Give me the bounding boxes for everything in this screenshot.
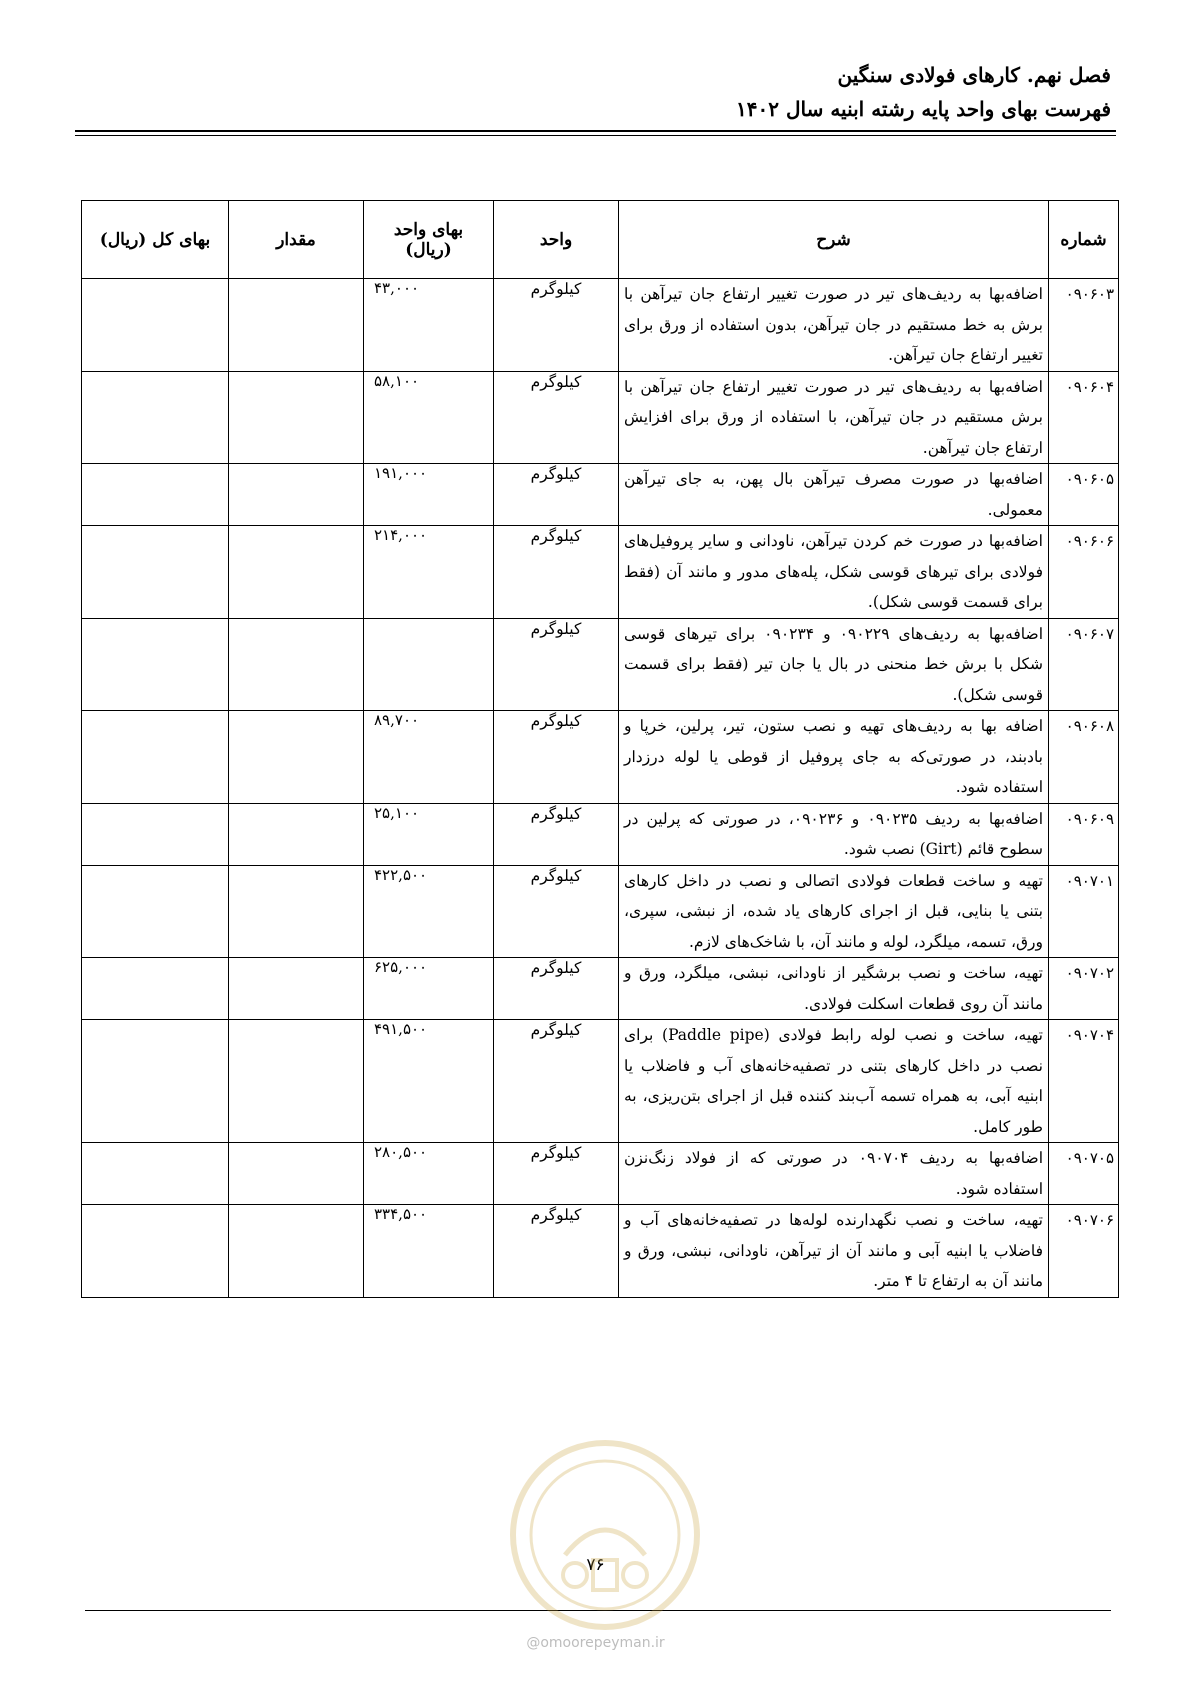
- row-total-price: [82, 865, 229, 958]
- row-total-price: [82, 1205, 229, 1298]
- table-row: [82, 711, 1119, 804]
- price-list-table: [81, 200, 1119, 1298]
- row-description: اضافه‌بها به ردیف‌های تیر در صورت تغییر ارتفاع جان تیرآهن با برش به خط مستقیم در جان تیرآهن، بدون استفاده از ورق برای تغییر ارتفاع جان تیرآهن.: [619, 279, 1049, 372]
- row-quantity: [229, 1143, 364, 1205]
- row-quantity: [229, 371, 364, 464]
- page-number: ۷۶: [586, 1555, 605, 1575]
- row-description: اضافه‌بها به ردیف‌های تیر در صورت تغییر ارتفاع جان تیرآهن با برش مستقیم در جان تیرآهن، با استفاده از ورق برای افزایش ارتفاع جان تیرآهن.: [619, 371, 1049, 464]
- col-header-unit: واحد: [494, 201, 619, 279]
- row-code: ۰۹۰۷۰۴: [1049, 1020, 1119, 1143]
- row-unit-price: ۲۵,۱۰۰: [364, 803, 494, 865]
- row-quantity: [229, 1020, 364, 1143]
- row-total-price: [82, 958, 229, 1020]
- row-code: ۰۹۰۶۰۵: [1049, 464, 1119, 526]
- row-quantity: [229, 464, 364, 526]
- row-quantity: [229, 279, 364, 372]
- row-unit-price: ۴۹۱,۵۰۰: [364, 1020, 494, 1143]
- row-description: تهیه، ساخت و نصب برشگیر از ناودانی، نبشی، میلگرد، ورق و مانند آن روی قطعات اسکلت فولادی.: [619, 958, 1049, 1020]
- row-total-price: [82, 803, 229, 865]
- row-code: ۰۹۰۷۰۲: [1049, 958, 1119, 1020]
- table-row: [82, 1020, 1119, 1143]
- row-description: اضافه‌بها در صورت مصرف تیرآهن بال پهن، به جای تیرآهن معمولی.: [619, 464, 1049, 526]
- table-row: [82, 1143, 1119, 1205]
- row-description: تهیه و ساخت قطعات فولادی اتصالی و نصب در داخل کارهای بتنی یا بنایی، قبل از اجرای کارهای یاد شده، از نبشی، سپری، ورق، تسمه، میلگرد، لوله و مانند آن، با شاخک‌های لازم.: [619, 865, 1049, 958]
- row-unit: کیلوگرم: [494, 371, 619, 464]
- row-unit: کیلوگرم: [494, 279, 619, 372]
- row-code: ۰۹۰۷۰۱: [1049, 865, 1119, 958]
- row-description: اضافه‌بها به ردیف‌های ۰۹۰۲۲۹ و ۰۹۰۲۳۴ برای تیرهای قوسی شکل با برش خط منحنی در بال یا جان تیر (فقط برای قسمت قوسی شکل).: [619, 618, 1049, 711]
- row-total-price: [82, 711, 229, 804]
- table-row: [82, 1205, 1119, 1298]
- row-quantity: [229, 803, 364, 865]
- row-code: ۰۹۰۶۰۹: [1049, 803, 1119, 865]
- row-code: ۰۹۰۶۰۴: [1049, 371, 1119, 464]
- row-unit-price: ۴۲۲,۵۰۰: [364, 865, 494, 958]
- row-unit-price: ۶۲۵,۰۰۰: [364, 958, 494, 1020]
- row-description: اضافه‌بها در صورت خم کردن تیرآهن، ناودانی و سایر پروفیل‌های فولادی برای تیرهای قوسی شکل، پله‌های مدور و مانند آن (فقط برای قسمت قوسی شکل).: [619, 526, 1049, 619]
- row-quantity: [229, 526, 364, 619]
- row-quantity: [229, 958, 364, 1020]
- row-unit-price: ۱۹۱,۰۰۰: [364, 464, 494, 526]
- row-total-price: [82, 279, 229, 372]
- table-header-row: [82, 201, 1119, 279]
- row-total-price: [82, 526, 229, 619]
- row-unit: کیلوگرم: [494, 865, 619, 958]
- table-row: [82, 371, 1119, 464]
- row-unit: کیلوگرم: [494, 618, 619, 711]
- row-code: ۰۹۰۶۰۳: [1049, 279, 1119, 372]
- table-row: [82, 803, 1119, 865]
- row-description: تهیه، ساخت و نصب لوله رابط فولادی (Paddle pipe) برای نصب در داخل کارهای بتنی در تصفیه‌خانه‌های آب و فاضلاب یا ابنیه آبی، به همراه تسمه آب‌بند کننده قبل از اجرای بتن‌ریزی، به طور کامل.: [619, 1020, 1049, 1143]
- col-header-price: [364, 201, 494, 279]
- row-unit-price: [364, 618, 494, 711]
- row-unit-price: ۵۸,۱۰۰: [364, 371, 494, 464]
- col-header-price-currency: (ریال): [405, 239, 452, 260]
- row-total-price: [82, 464, 229, 526]
- row-unit: کیلوگرم: [494, 1020, 619, 1143]
- row-code: ۰۹۰۶۰۷: [1049, 618, 1119, 711]
- row-unit-price: ۳۳۴,۵۰۰: [364, 1205, 494, 1298]
- table-row: [82, 618, 1119, 711]
- chapter-title: فصل نهم. کارهای فولادی سنگین: [837, 63, 1111, 87]
- row-unit: کیلوگرم: [494, 526, 619, 619]
- row-unit-price: ۲۱۴,۰۰۰: [364, 526, 494, 619]
- col-header-code: شماره: [1049, 201, 1119, 279]
- row-unit-price: ۴۳,۰۰۰: [364, 279, 494, 372]
- table-row: [82, 526, 1119, 619]
- header-rule-thin: [75, 135, 1116, 136]
- row-unit: کیلوگرم: [494, 711, 619, 804]
- page-header: [736, 58, 1111, 126]
- row-unit: کیلوگرم: [494, 958, 619, 1020]
- row-quantity: [229, 865, 364, 958]
- header-rule-thick: [75, 130, 1116, 132]
- row-code: ۰۹۰۶۰۸: [1049, 711, 1119, 804]
- row-code: ۰۹۰۷۰۵: [1049, 1143, 1119, 1205]
- col-header-price-label: بهای واحد: [393, 219, 464, 240]
- row-unit: کیلوگرم: [494, 464, 619, 526]
- table-row: [82, 464, 1119, 526]
- col-header-qty: مقدار: [229, 201, 364, 279]
- row-unit: کیلوگرم: [494, 803, 619, 865]
- row-total-price: [82, 1020, 229, 1143]
- row-total-price: [82, 1143, 229, 1205]
- table-row: [82, 279, 1119, 372]
- table-row: [82, 865, 1119, 958]
- row-unit: کیلوگرم: [494, 1205, 619, 1298]
- row-quantity: [229, 1205, 364, 1298]
- row-code: ۰۹۰۷۰۶: [1049, 1205, 1119, 1298]
- row-unit-price: ۲۸۰,۵۰۰: [364, 1143, 494, 1205]
- document-subtitle: فهرست بهای واحد پایه رشته ابنیه سال ۱۴۰۲: [736, 97, 1111, 121]
- row-description: اضافه بها به ردیف‌های تهیه و نصب ستون، تیر، پرلین، خرپا و بادبند، در صورتی‌که به جای پروفیل از قوطی یا لوله درزدار استفاده شود.: [619, 711, 1049, 804]
- col-header-desc: شرح: [619, 201, 1049, 279]
- row-total-price: [82, 618, 229, 711]
- row-code: ۰۹۰۶۰۶: [1049, 526, 1119, 619]
- row-unit-price: ۸۹,۷۰۰: [364, 711, 494, 804]
- row-quantity: [229, 618, 364, 711]
- row-description: تهیه، ساخت و نصب نگهدارنده لوله‌ها در تصفیه‌خانه‌های آب و فاضلاب یا ابنیه آبی و مانند آن از تیرآهن، ناودانی، نبشی، ورق و مانند آن به ارتفاع تا ۴ متر.: [619, 1205, 1049, 1298]
- row-description: اضافه‌بها به ردیف ۰۹۰۲۳۵ و ۰۹۰۲۳۶، در صورتی که پرلین در سطوح قائم (Girt) نصب شود.: [619, 803, 1049, 865]
- publisher-seal-watermark: [505, 1435, 705, 1635]
- table-row: [82, 958, 1119, 1020]
- row-description: اضافه‌بها به ردیف ۰۹۰۷۰۴ در صورتی که از فولاد زنگ‌نزن استفاده شود.: [619, 1143, 1049, 1205]
- row-total-price: [82, 371, 229, 464]
- col-header-total: بهای کل (ریال): [82, 201, 229, 279]
- row-quantity: [229, 711, 364, 804]
- row-unit: کیلوگرم: [494, 1143, 619, 1205]
- footer-watermark-site: @omoorepeyman.ir: [526, 1635, 665, 1651]
